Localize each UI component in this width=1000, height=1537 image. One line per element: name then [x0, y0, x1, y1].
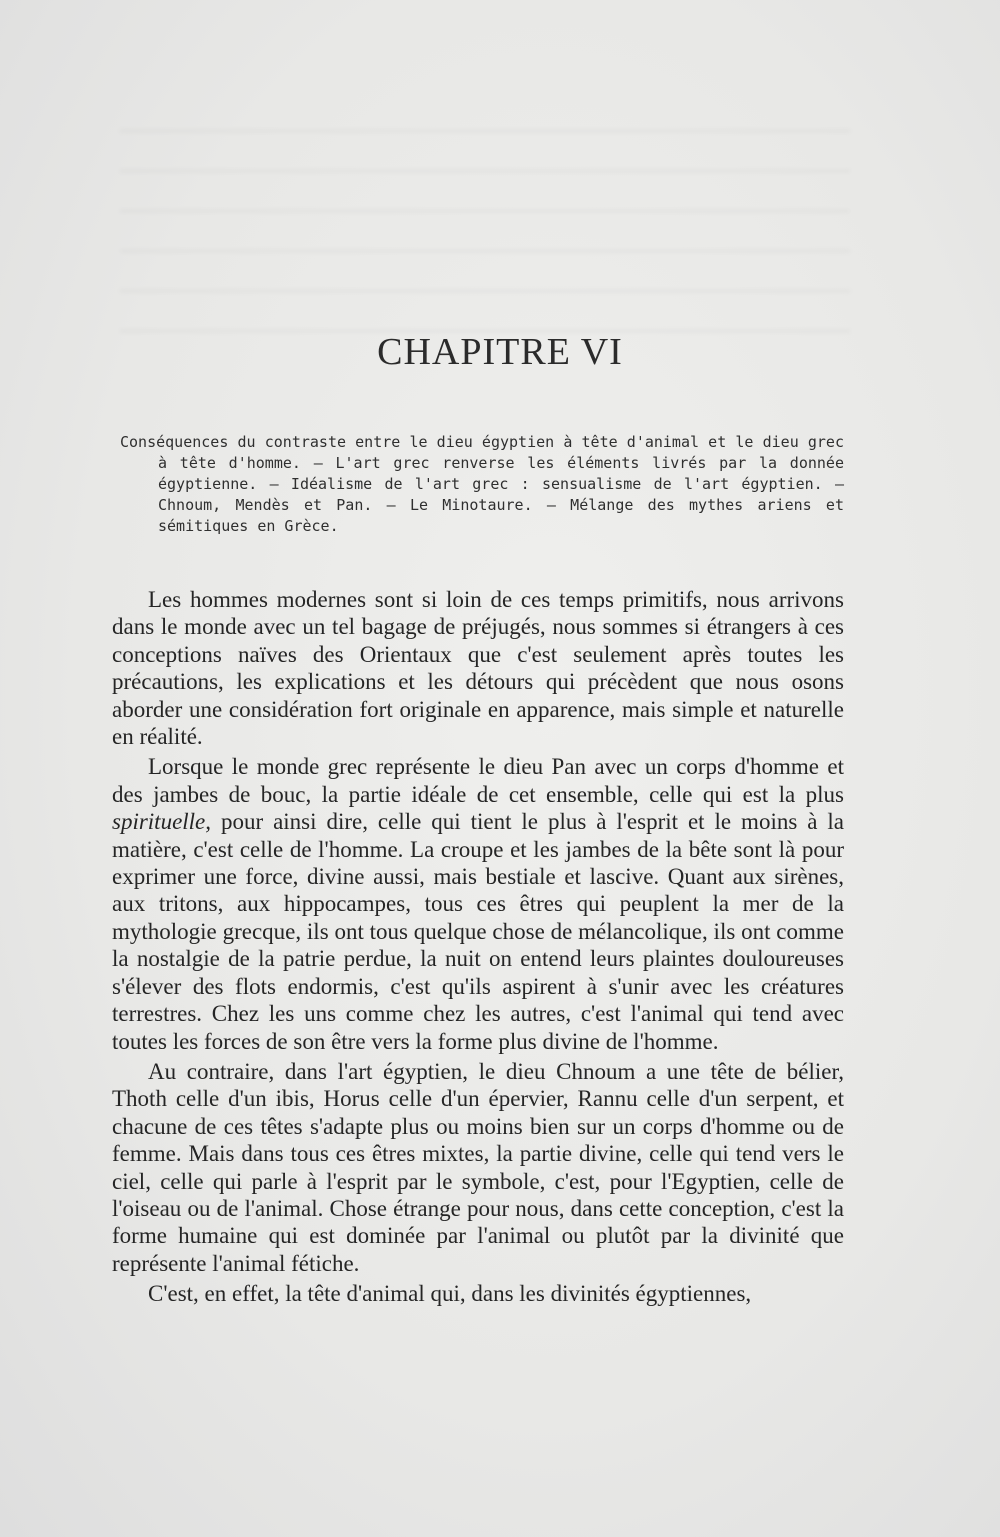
italic-word: spirituelle, [112, 809, 212, 835]
paragraph: Les hommes modernes sont si loin de ces temps primitifs, nous arrivons dans le monde avec un tel bagage de préjugés, nous sommes si étrangers à ces conceptions naïves des Orientaux que c'est seulement après toutes les précautions, les explications et les détours qui précèdent que nous osons aborder une considération fort originale en apparence, mais simple et naturelle en réalité. [112, 587, 844, 750]
paragraph: Au contraire, dans l'art égyptien, le dieu Chnoum a une tête de bélier, Thoth celle d'un ibis, Horus celle d'un épervier, Rannu celle d'un serpent, et chacune de ces têtes s'adapte plus ou moins bien sur un corps d'homme ou de femme. Mais dans tous ces êtres mixtes, la partie divine, celle qui tend vers le ciel, celle qui parle à l'esprit par le symbole, c'est, pour l'Egyptien, celle de l'oiseau ou de l'animal. Chose étrange pour nous, dans cette conception, c'est la forme humaine qui est dominée par l'animal ou plutôt par la divinité que représente l'animal fétiche. [112, 1058, 844, 1276]
paragraph-text: pour ainsi dire, celle qui tient le plus à l'esprit et le moins à la matière, c'est celle de l'homme. La croupe et les jambes de la bête sont là pour exprimer une force, divine aussi, mais bestiale et lascive. Quant aux sirènes, aux tritons, aux hippocampes, tous ces êtres qui peuplent la mer de la mythologie grecque, ils ont tous quelque chose de mélancolique, ils ont comme la nostalgie de la patrie perdue, la nuit on entend leurs plaintes douloureuses s'élever des flots endormis, c'est qu'ils aspirent à s'unir avec les créatures terrestres. Chez les uns comme chez les autres, c'est l'animal qui tend avec toutes les forces de son être vers la forme plus divine de l'homme. [112, 809, 844, 1054]
paragraph-text: Lorsque le monde grec représente le dieu Pan avec un corps d'homme et des jambes de bouc, la partie idéale de cet ensemble, celle qui est la plus [112, 754, 844, 807]
paragraph [112, 753, 844, 1054]
show-through-texture [120, 110, 850, 350]
chapter-title: CHAPITRE VI [377, 331, 623, 373]
paragraph: C'est, en effet, la tête d'animal qui, dans les divinités égyptiennes, [148, 1281, 752, 1307]
body-text [112, 586, 844, 1308]
chapter-summary: Conséquences du contraste entre le dieu égyptien à tête d'animal et le dieu grec à tête d'homme. — L'art grec renverse les éléments livrés par la donnée égyptienne. — Idéalisme de l'art grec : sensualisme de l'art égyptien. — Chnoum, Mendès et Pan. — Le Minotaure. — Mélange des mythes ariens et sémitiques en Grèce. [120, 433, 844, 535]
